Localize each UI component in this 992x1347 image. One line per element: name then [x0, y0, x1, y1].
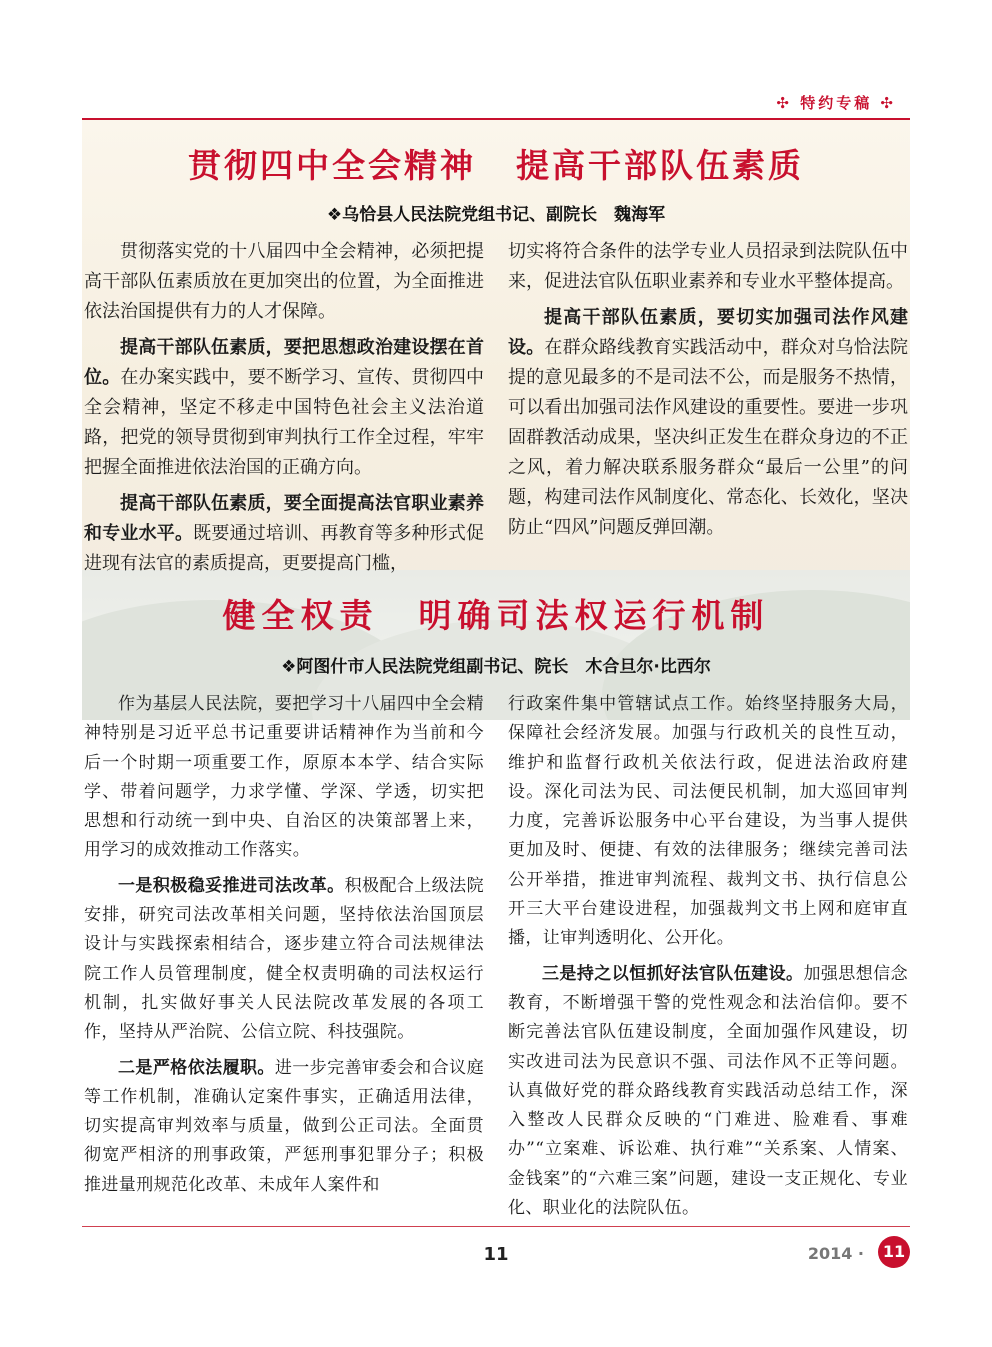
page-number: 11 [483, 1244, 509, 1265]
paragraph-text: 积极配合上级法院安排，研究司法改革相关问题，坚持依法治国顶层设计与实践探索相结合，逐步建立符合司法规律法院工作人员管理制度，健全权责明确的司法权运行机制，扎实做好事关人民法院改革发展的各项工作，坚持从严治院、公信立院、科技强院。 [84, 875, 485, 1043]
paragraph-keyword: 一是积极稳妥推进司法改革。 [118, 875, 345, 896]
paragraph [508, 237, 908, 297]
issue-year: 2014 · [807, 1244, 864, 1263]
paragraph-text: 作为基层人民法院，要把学习十八届四中全会精神特别是习近平总书记重要讲话精神作为当前和今后一个时期一项重要工作，原原本本学、结合实际学、带着问题学，力求学懂、学深、学透，切实把思想和行动统一到中央、自治区的决策部署上来，用学习的成效推动工作落实。 [84, 694, 484, 861]
footer-rule [82, 1226, 910, 1227]
paragraph-text: 加强思想信念教育，不断增强干警的党性观念和法治信仰。要不断完善法官队伍建设制度，全面加强作风建设，切实改进司法为民意识不强、司法作风不正等问题。认真做好党的群众路线教育实践活动总结工作，深入整改人民群众反映的“门难进、脸难看、事难办”“立案难、诉讼难、执行难”“关系案、人情案、金钱案”的“六难三案”问题，建设一支正规化、专业化、职业化的法院队伍。 [508, 963, 909, 1219]
paragraph-keyword: 提高干部队伍素质，要全面提高法官职业素养和专业水平。 [84, 493, 484, 544]
paragraph [84, 1054, 484, 1200]
section-label: ✣ 特约专稿 ✣ [776, 94, 896, 112]
paragraph-keyword: 提高干部队伍素质，要切实加强司法作风建设。 [508, 307, 908, 358]
paragraph [84, 237, 484, 327]
article1-left-column [84, 237, 484, 585]
article2-title-part1: 健全权责 [222, 596, 379, 635]
article2-title [82, 590, 910, 637]
paragraph-text: 切实将符合条件的法学专业人员招录到法院队伍中来，促进法官队伍职业素养和专业水平整体提高。 [508, 241, 908, 292]
paragraph [508, 960, 908, 1224]
article2-right-column [508, 690, 908, 1229]
article2-left-column [84, 690, 484, 1206]
paragraph [84, 333, 484, 483]
paragraph-keyword: 二是严格依法履职。 [118, 1057, 275, 1078]
paragraph-text: 进一步完善审委会和合议庭等工作机制，准确认定案件事实，正确适用法律，切实提高审判效率与质量，做到公正司法。全面贯彻宽严相济的刑事政策，严惩刑事犯罪分子；积极推进量刑规范化改革、未成年人案件和 [84, 1057, 484, 1195]
paragraph [508, 690, 908, 954]
paragraph [508, 303, 908, 543]
paragraph-text: 贯彻落实党的十八届四中全会精神，必须把提高干部队伍素质放在更加突出的位置，为全面推进依法治国提供有力的人才保障。 [84, 241, 484, 322]
paragraph-text: 在群众路线教育实践活动中，群众对乌恰法院提的意见最多的不是司法不公，而是服务不热情，可以看出加强司法作风建设的重要性。要进一步巩固群教活动成果，坚决纠正发生在群众身边的不正之风，着力解决联系服务群众“最后一公里”的问题，构建司法作风制度化、常态化、长效化，坚决防止“四风”问题反弹回潮。 [508, 337, 909, 538]
article1-title-part1: 贯彻四中全会精神 [188, 146, 476, 185]
article2-title-part2: 明确司法权运行机制 [418, 596, 770, 635]
paragraph-keyword: 三是持之以恒抓好法官队伍建设。 [542, 963, 804, 984]
paragraph [84, 690, 484, 866]
paragraph [84, 489, 484, 579]
header-rule [82, 118, 910, 120]
article2-author: ❖阿图什市人民法院党组副书记、院长 木合旦尔·比西尔 [281, 657, 711, 677]
article1-author: ❖乌恰县人民法院党组书记、副院长 魏海军 [326, 205, 666, 225]
paragraph [84, 872, 484, 1048]
issue-number-badge: 11 [878, 1236, 910, 1268]
paragraph-keyword: 提高干部队伍素质，要把思想政治建设摆在首位。 [84, 337, 484, 388]
paragraph-text: 既要通过培训、再教育等多种形式促进现有法官的素质提高，更要提高门槛， [84, 523, 485, 574]
article1-right-column [508, 237, 908, 549]
paragraph-text: 行政案件集中管辖试点工作。始终坚持服务大局，保障社会经济发展。加强与行政机关的良性互动，维护和监督行政机关依法行政，促进法治政府建设。深化司法为民、司法便民机制，加大巡回审判力度，完善诉讼服务中心平台建设，为当事人提供更加及时、便捷、有效的法律服务；继续完善司法公开举措，推进审判流程、裁判文书、执行信息公开三大平台建设进程，加强裁判文书上网和庭审直播，让审判透明化、公开化。 [508, 694, 908, 949]
article1-title [82, 140, 910, 187]
article1-title-part2: 提高干部队伍素质 [516, 146, 804, 185]
paragraph-text: 在办案实践中，要不断学习、宣传、贯彻四中全会精神，坚定不移走中国特色社会主义法治道路，把党的领导贯彻到审判执行工作全过程，牢牢把握全面推进依法治国的正确方向。 [84, 367, 485, 478]
